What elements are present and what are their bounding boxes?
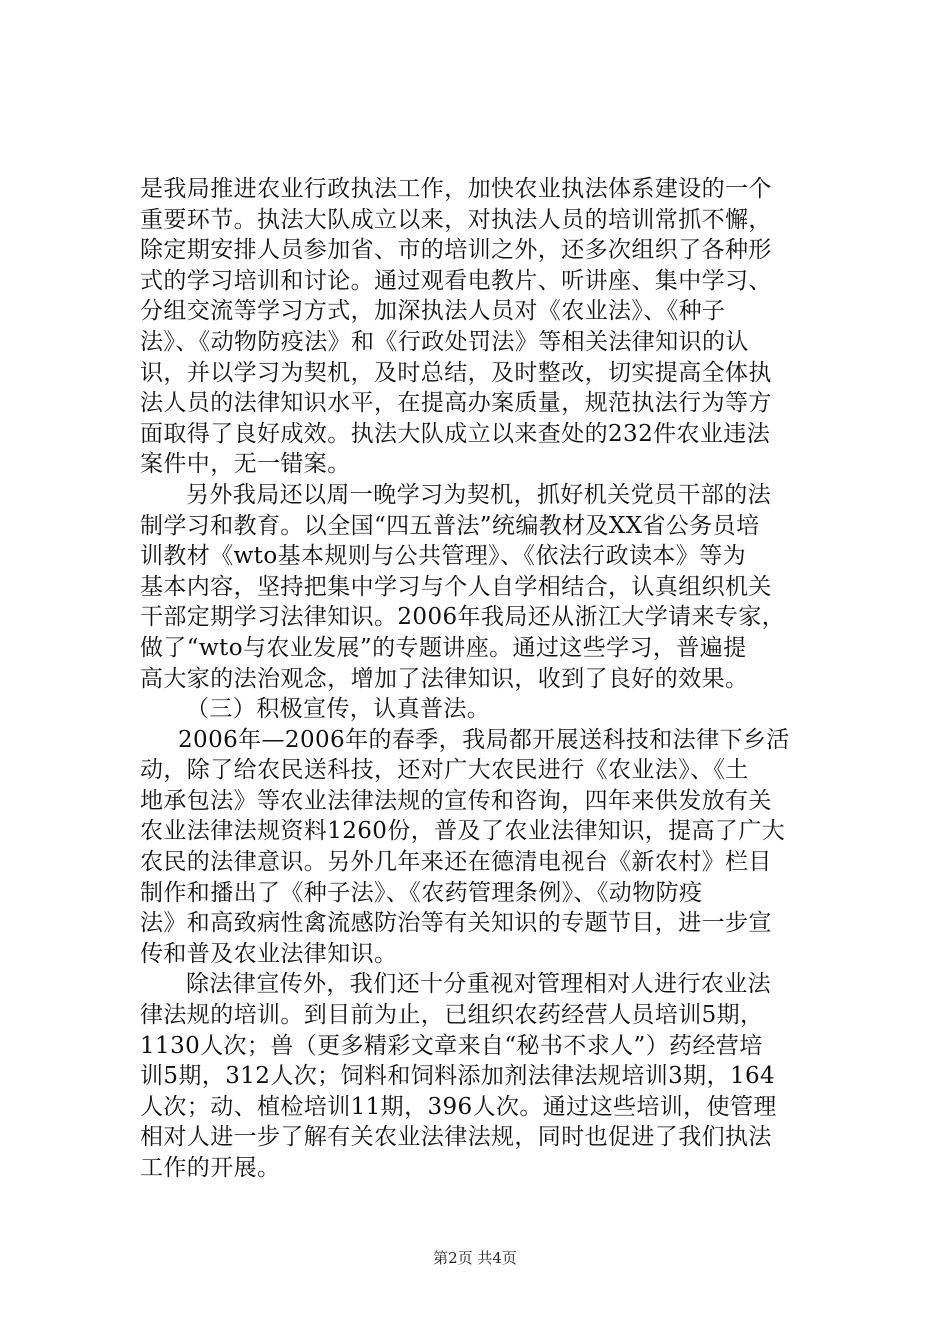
- text-line: 1130人次；兽（更多精彩文章来自“秘书不求人”）药经营培: [140, 1032, 763, 1059]
- text-line: 法人员的法律知识水平，在提高办案质量，规范执法行为等方: [140, 390, 772, 417]
- paragraph-start-line: 另外我局还以周一晚学习为契机，抓好机关党员干部的法: [186, 481, 771, 508]
- text-line: 法》和高致病性禽流感防治等有关知识的专题节目，进一步宣: [140, 910, 772, 937]
- text-line: 除定期安排人员参加省、市的培训之外，还多次组织了各种形: [140, 237, 772, 264]
- text-line: 人次；动、植检培训11期，396人次。通过这些培训，使管理: [140, 1093, 777, 1120]
- text-line: 面取得了良好成效。执法大队成立以来查处的232件农业违法: [140, 420, 771, 447]
- text-line: 识，并以学习为契机，及时总结，及时整改，切实提高全体执: [140, 359, 772, 386]
- text-line: 做了“wto与农业发展”的专题讲座。通过这些学习，普遍提: [140, 634, 747, 661]
- text-line: 制作和播出了《种子法》、《农药管理条例》、《动物防疫: [140, 879, 703, 906]
- text-line: 地承包法》等农业法律法规的宣传和咨询，四年来供发放有关: [140, 787, 772, 814]
- text-line: 农业法律法规资料1260份，普及了农业法律知识，提高了广大: [140, 818, 786, 845]
- text-line: 基本内容，坚持把集中学习与个人自学相结合，认真组织机关: [140, 573, 772, 600]
- text-line: 案件中，无一错案。: [140, 451, 351, 478]
- text-line: 训5期，312人次；饲料和饲料添加剂法律法规培训3期，164: [140, 1063, 776, 1090]
- text-line: 律法规的培训。到目前为止，已组织农药经营人员培训5期，: [140, 1002, 764, 1029]
- text-line: 动，除了给农民送科技，还对广大农民进行《农业法》、《土: [140, 757, 749, 784]
- text-line: 传和普及农业法律知识。: [140, 940, 398, 967]
- page-number-footer: 第2页 共4页: [433, 1249, 517, 1267]
- text-line: 干部定期学习法律知识。2006年我局还从浙江大学请来专家，: [140, 604, 786, 631]
- text-line: 高大家的法治观念，增加了法律知识，收到了良好的效果。: [140, 665, 749, 692]
- body-text: [140, 174, 830, 1184]
- paragraph-start-line: 除法律宣传外，我们还十分重视对管理相对人进行农业法: [186, 971, 771, 998]
- text-line: 工作的开展。: [140, 1155, 281, 1181]
- text-line: 分组交流等学习方式，加深执法人员对《农业法》、《种子: [140, 298, 726, 325]
- text-line: 法》、《动物防疫法》和《行政处罚法》等相关法律知识的认: [140, 328, 749, 355]
- text-line: 是我局推进农业行政执法工作，加快农业执法体系建设的一个: [140, 176, 772, 202]
- text-line: 式的学习培训和讨论。通过观看电教片、听讲座、集中学习、: [140, 267, 772, 294]
- text-line: 相对人进一步了解有关农业法律法规，同时也促进了我们执法: [140, 1124, 772, 1151]
- text-line: 训教材《wto基本规则与公共管理》、《依法行政读本》等为: [140, 543, 746, 570]
- text-line: 农民的法律意识。另外几年来还在德清电视台《新农村》栏目: [140, 849, 772, 876]
- text-line: 制学习和教育。以全国“四五普法”统编教材及XX省公务员培: [140, 512, 760, 539]
- paragraph-start-line: 2006年—2006年的春季，我局都开展送科技和法律下乡活: [178, 726, 790, 753]
- text-line: 重要环节。执法大队成立以来，对执法人员的培训常抓不懈，: [140, 206, 772, 233]
- section-heading: （三）积极宣传，认真普法。: [186, 696, 491, 723]
